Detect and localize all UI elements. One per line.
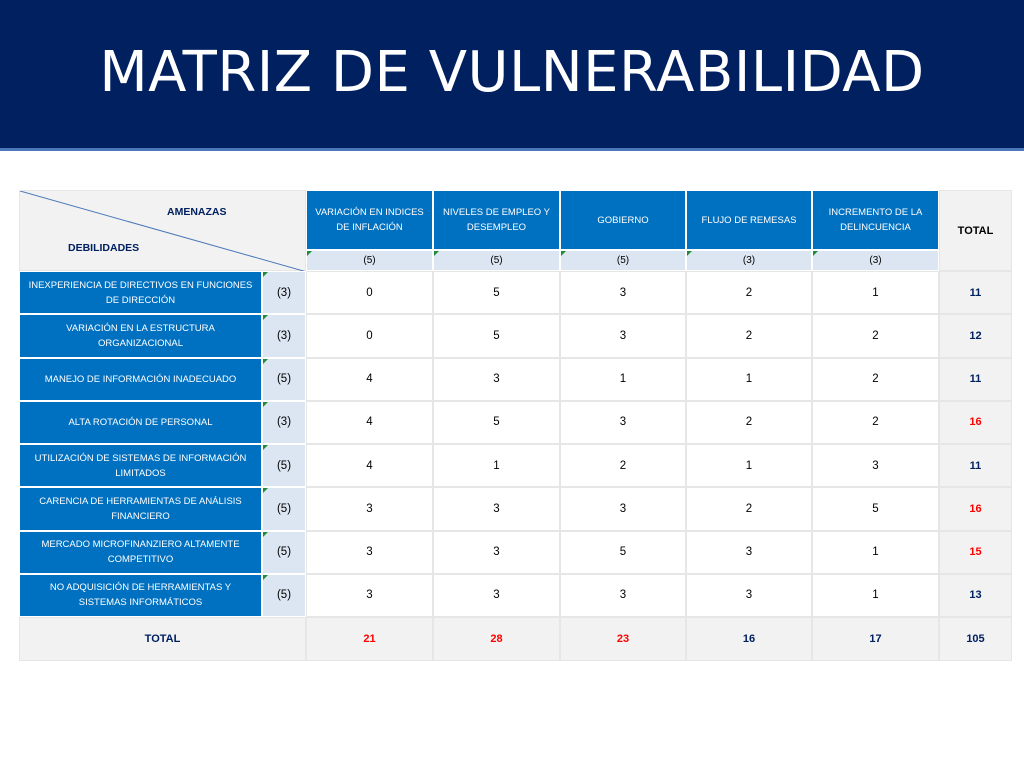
threat-weight: (3) (686, 250, 812, 271)
matrix-value: 3 (433, 531, 560, 574)
matrix-value: 2 (686, 314, 812, 357)
matrix-value: 5 (433, 314, 560, 357)
matrix-value: 2 (686, 271, 812, 314)
weaknesses-axis-label: DEBILIDADES (68, 242, 140, 254)
matrix-value: 3 (560, 271, 686, 314)
matrix-value: 3 (433, 487, 560, 530)
grand-total: 105 (939, 617, 1012, 661)
threat-weight: (5) (433, 250, 560, 271)
weakness-label: ALTA ROTACIÓN DE PERSONAL (19, 401, 262, 444)
matrix-value: 3 (433, 574, 560, 617)
threats-axis-label: AMENAZAS (167, 206, 227, 218)
matrix-value: 3 (433, 358, 560, 401)
matrix-value: 4 (306, 358, 433, 401)
column-total: 28 (433, 617, 560, 661)
matrix-value: 3 (306, 574, 433, 617)
column-total: 17 (812, 617, 939, 661)
row-total: 16 (939, 401, 1012, 444)
weakness-label: VARIACIÓN EN LA ESTRUCTURA ORGANIZACIONAL (19, 314, 262, 357)
diagonal-divider (20, 191, 307, 272)
page-title: MATRIZ DE VULNERABILIDAD (99, 40, 925, 105)
weakness-label: MERCADO MICROFINANZIERO ALTAMENTE COMPETITIVO (19, 531, 262, 574)
matrix-value: 5 (812, 487, 939, 530)
threat-weight: (3) (812, 250, 939, 271)
matrix-value: 3 (306, 487, 433, 530)
weakness-weight: (5) (262, 531, 306, 574)
weakness-label: MANEJO DE INFORMACIÓN INADECUADO (19, 358, 262, 401)
column-total: 23 (560, 617, 686, 661)
matrix-value: 5 (433, 271, 560, 314)
matrix-value: 1 (686, 358, 812, 401)
row-total: 11 (939, 271, 1012, 314)
matrix-value: 0 (306, 271, 433, 314)
matrix-value: 3 (686, 531, 812, 574)
threat-header: GOBIERNO (560, 190, 686, 250)
matrix-value: 1 (812, 531, 939, 574)
matrix-value: 2 (686, 487, 812, 530)
matrix-value: 2 (812, 401, 939, 444)
weakness-label: UTILIZACIÓN DE SISTEMAS DE INFORMACIÓN LIMITADOS (19, 444, 262, 487)
row-total: 15 (939, 531, 1012, 574)
matrix-value: 0 (306, 314, 433, 357)
weakness-label: NO ADQUISICIÓN DE HERRAMIENTAS Y SISTEMAS INFORMÁTICOS (19, 574, 262, 617)
row-total: 13 (939, 574, 1012, 617)
matrix-value: 5 (433, 401, 560, 444)
weakness-weight: (3) (262, 314, 306, 357)
matrix-value: 3 (812, 444, 939, 487)
matrix-value: 4 (306, 401, 433, 444)
matrix-value: 3 (306, 531, 433, 574)
matrix-value: 3 (560, 574, 686, 617)
column-total: 21 (306, 617, 433, 661)
weakness-weight: (5) (262, 487, 306, 530)
threat-header: VARIACIÓN EN INDICES DE INFLACIÓN (306, 190, 433, 250)
weakness-label: INEXPERIENCIA DE DIRECTIVOS EN FUNCIONES DE DIRECCIÓN (19, 271, 262, 314)
weakness-weight: (5) (262, 358, 306, 401)
matrix-value: 2 (686, 401, 812, 444)
matrix-value: 4 (306, 444, 433, 487)
matrix-value: 5 (560, 531, 686, 574)
row-total: 12 (939, 314, 1012, 357)
matrix-value: 2 (812, 358, 939, 401)
threat-header: FLUJO DE REMESAS (686, 190, 812, 250)
row-total: 11 (939, 358, 1012, 401)
matrix-value: 1 (686, 444, 812, 487)
totals-row-label: TOTAL (19, 617, 306, 661)
matrix-value: 2 (812, 314, 939, 357)
threat-header: NIVELES DE EMPLEO Y DESEMPLEO (433, 190, 560, 250)
weakness-weight: (3) (262, 401, 306, 444)
matrix-value: 3 (560, 314, 686, 357)
weakness-weight: (3) (262, 271, 306, 314)
row-total: 11 (939, 444, 1012, 487)
weakness-label: CARENCIA DE HERRAMIENTAS DE ANÁLISIS FINANCIERO (19, 487, 262, 530)
threat-weight: (5) (306, 250, 433, 271)
matrix-corner (19, 190, 306, 271)
matrix-value: 3 (560, 401, 686, 444)
column-total: 16 (686, 617, 812, 661)
threat-weight: (5) (560, 250, 686, 271)
title-banner (0, 0, 1024, 151)
matrix-value: 1 (812, 574, 939, 617)
row-total: 16 (939, 487, 1012, 530)
total-column-header: TOTAL (939, 190, 1012, 271)
threat-header: INCREMENTO DE LA DELINCUENCIA (812, 190, 939, 250)
matrix-value: 1 (560, 358, 686, 401)
matrix-value: 2 (560, 444, 686, 487)
matrix-value: 3 (686, 574, 812, 617)
weakness-weight: (5) (262, 444, 306, 487)
matrix-value: 3 (560, 487, 686, 530)
matrix-value: 1 (433, 444, 560, 487)
matrix-value: 1 (812, 271, 939, 314)
weakness-weight: (5) (262, 574, 306, 617)
